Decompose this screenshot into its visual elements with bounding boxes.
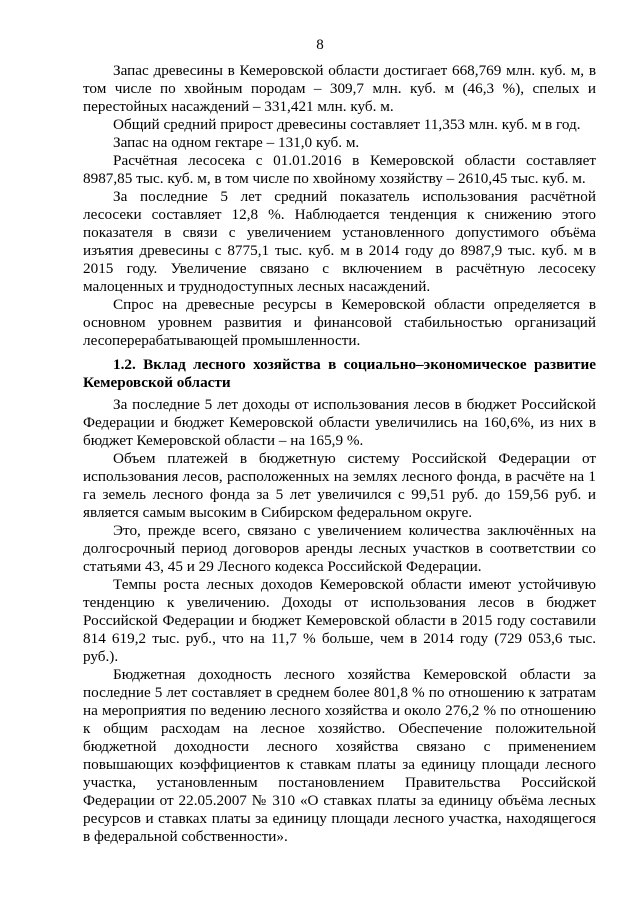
paragraph: Это, прежде всего, связано с увеличением количества заключённых на долгосрочный период договоров аренды лесных участков в соответствии со статьями 43, 45 и 29 Лесного кодекса Российской Федерации. xyxy=(83,522,596,575)
paragraph: Запас древесины в Кемеровской области достигает 668,769 млн. куб. м, в том числе по хвойным породам – 309,7 млн. куб. м (46,3 %), спелых и перестойных насаждений – 331,421 млн. куб. м. xyxy=(83,62,596,115)
paragraph: Общий средний прирост древесины составляет 11,353 млн. куб. м в год. xyxy=(113,116,581,133)
page-content xyxy=(83,62,596,846)
page-number: 8 xyxy=(316,37,324,53)
paragraph: Темпы роста лесных доходов Кемеровской области имеют устойчивую тенденцию к увеличению. Доходы от использования лесов в бюджет Российской Федерации и бюджет Кемеровской области в 2015 году составили 814 619,2 тыс. руб., что на 11,7 % больше, чем в 2014 году (729 053,6 тыс. руб.). xyxy=(83,576,596,665)
paragraph: Объем платежей в бюджетную систему Российской Федерации от использования лесов, расположенных на землях лесного фонда, в расчёте на 1 га земель лесного фонда за 5 лет увеличился с 99,51 руб. до 159,56 руб. и является самым высоким в Сибирском федеральном округе. xyxy=(83,450,596,521)
paragraph: Запас на одном гектаре – 131,0 куб. м. xyxy=(113,134,360,151)
paragraph: Расчётная лесосека с 01.01.2016 в Кемеровской области составляет 8987,85 тыс. куб. м, в том числе по хвойному хозяйству – 2610,45 тыс. куб. м. xyxy=(83,152,596,187)
paragraph: За последние 5 лет доходы от использования лесов в бюджет Российской Федерации и бюджет Кемеровской области увеличились на 160,6%, из них в бюджет Кемеровской области – на 165,9 %. xyxy=(83,396,596,449)
paragraph: Спрос на древесные ресурсы в Кемеровской области определяется в основном уровнем развития и финансовой стабильностью организаций лесоперерабатывающей промышленности. xyxy=(83,296,596,349)
paragraph: Бюджетная доходность лесного хозяйства Кемеровской области за последние 5 лет составляет в среднем более 801,8 % по отношению к затратам на мероприятия по ведению лесного хозяйства и около 276,2 % по отношению к общим расходам на лесное хозяйство. Обеспечение положительной бюджетной доходности лесного хозяйства связано с применением повышающих коэффициентов к ставкам платы за единицу площади лесного участка, установленным постановлением Правительства Российской Федерации от 22.05.2007 № 310 «О ставках платы за единицу объёма лесных ресурсов и ставках платы за единицу площади лесного участка, находящегося в федеральной собственности». xyxy=(83,666,596,845)
paragraph: За последние 5 лет средний показатель использования расчётной лесосеки составляет 12,8 %. Наблюдается тенденция к снижению этого показателя в связи с увеличением установленного допустимого объёма изъятия древесины с 8775,1 тыс. куб. м в 2014 году до 8987,9 тыс. куб. м в 2015 году. Увеличение связано с включением в расчётную лесосеку малоценных и труднодоступных лесных насаждений. xyxy=(83,188,596,295)
section-heading: 1.2. Вклад лесного хозяйства в социально–экономическое развитие Кемеровской области xyxy=(83,356,596,391)
